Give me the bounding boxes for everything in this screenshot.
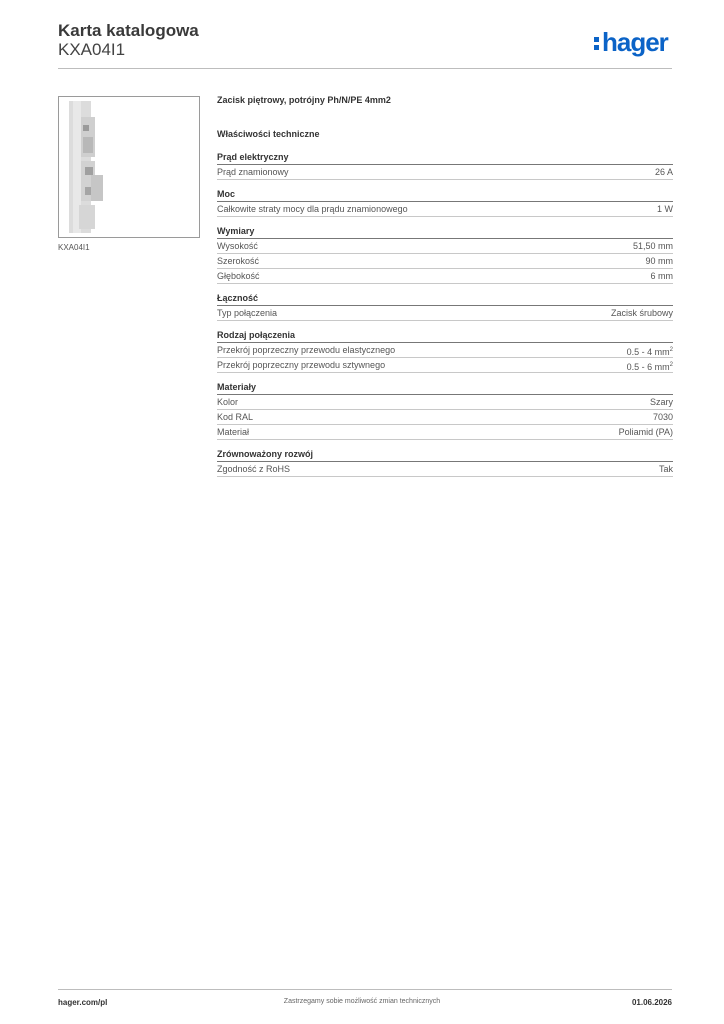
product-image [58,96,200,238]
logo-text: hager [602,27,668,57]
unit-superscript: 2 [669,362,673,368]
property-value-text: 7030 [652,412,673,422]
group-title: Prąd elektryczny [217,152,289,162]
property-row [217,357,673,373]
property-value [655,165,673,179]
group-title: Zrównoważony rozwój [217,449,313,459]
property-group [217,188,673,217]
technical-content [217,95,673,485]
property-row [217,253,673,268]
property-value [659,462,673,476]
property-value-text: Tak [658,464,673,474]
property-value-text: 51,50 mm [632,241,673,251]
property-row [217,394,673,409]
property-label: Przekrój poprzeczny przewodu elastycznego [217,345,396,355]
group-title: Rodzaj połączenia [217,330,296,340]
property-value-text: 90 mm [645,256,673,266]
property-value-text: 6 mm [650,271,673,281]
property-label: Przekrój poprzeczny przewodu sztywnego [217,360,386,370]
property-group [217,448,673,477]
property-label: Zgodność z RoHS [217,464,291,474]
property-value-text: 1 W [656,204,673,214]
property-value-text: 26 A [654,167,673,177]
group-title: Łączność [217,293,259,303]
property-label: Prąd znamionowy [217,167,289,177]
footer-divider [58,989,672,990]
unit-superscript: 2 [669,347,673,353]
hager-logo [594,28,668,56]
group-title: Wymiary [217,226,255,236]
group-title: Materiały [217,382,257,392]
property-value [611,306,673,320]
property-label: Głębokość [217,271,260,281]
property-label: Wysokość [217,241,258,251]
property-group [217,225,673,284]
property-value-text: Zacisk śrubowy [610,308,673,318]
property-group [217,381,673,440]
footer-disclaimer: Zastrzegamy sobie możliwość zmian technicznych [283,998,441,1005]
property-label: Kod RAL [217,412,254,422]
property-group [217,292,673,321]
property-group [217,329,673,373]
property-group [217,151,673,180]
terminal-block-icon [59,97,199,237]
property-value [645,254,673,268]
property-row [217,268,673,284]
property-row [217,461,673,477]
property-value [627,343,673,357]
group-title: Moc [217,189,235,199]
properties-title: Właściwości techniczne [217,129,320,139]
footer-website: hager.com/pl [58,998,108,1007]
property-value [627,358,673,372]
property-value [653,410,673,424]
property-row [217,305,673,321]
header-divider [58,68,672,69]
property-label: Całkowite straty mocy dla prądu znamionowego [217,204,408,214]
property-row [217,409,673,424]
property-value [633,239,673,253]
property-row [217,164,673,180]
property-value-text: 0.5 - 6 mm [626,362,670,372]
property-row [217,342,673,357]
property-value-text: 0.5 - 4 mm [626,347,670,357]
property-label: Typ połączenia [217,308,278,318]
property-label: Szerokość [217,256,260,266]
footer-date: 01.06.2026 [631,998,672,1007]
property-value [619,425,673,439]
property-value-text: Poliamid (PA) [618,427,673,437]
property-value [651,269,674,283]
page-title: Karta katalogowa [58,21,199,40]
product-description: Zacisk piętrowy, potrójny Ph/N/PE 4mm2 [217,95,391,105]
product-code: KXA04I1 [58,40,126,59]
image-caption: KXA04I1 [58,243,90,252]
property-row [217,238,673,253]
property-groups [217,151,673,477]
logo-dots-icon [594,37,599,50]
property-value [650,395,673,409]
property-label: Kolor [217,397,239,407]
property-row [217,424,673,440]
property-value [657,202,673,216]
property-value-text: Szary [649,397,673,407]
property-row [217,201,673,217]
property-label: Materiał [217,427,250,437]
